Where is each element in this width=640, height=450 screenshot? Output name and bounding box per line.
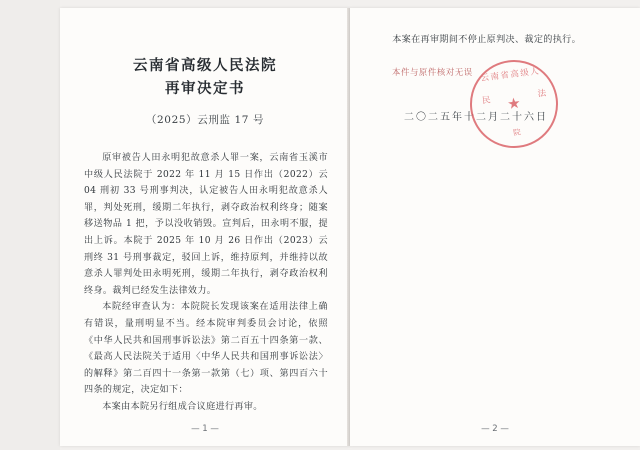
paragraph-reasoning: 本院经审查认为：本院院长发现该案在适用法律上确有错误，量刑明显不当。经本院审判委员会讨论，依照《中华人民共和国刑事诉讼法》第二百五十四条第一款、《最高人民法院关于适用〈中华人民共和国刑事诉讼法〉的解释》第二百四十一条第一款第（七）项、第四百六十四条的规定，决定如下： [84,302,328,396]
document-body-left [84,150,328,416]
execution-notice: 本案在再审期间不停止原判决、裁定的执行。 [392,35,582,45]
seal-top-text: 云南省高级人 [480,66,541,84]
issue-date: 二〇二五年十二月二十六日 [404,112,548,123]
seal-bottom-text: 院 [512,127,523,138]
court-name: 云南省高级人民法院 [133,57,277,74]
copy-verification-note: 本件与原件核对无误 [392,67,473,77]
viewer-background-left [0,0,60,450]
paragraph-facts: 原审被告人田永明犯故意杀人罪一案，云南省玉溪市中级人民法院于 2022 年 11 月 15 日作出（2022）云 04 刑初 33 号刑事判决，认定被告人田永明犯故意杀人罪，判处死刑，缓期二年执行，剥夺政治权利终身；随案移送物品 1 把，予以没收销毁。宣判后，田永明不服，提出上诉。本院于 2025 年 10 月 26 日作出（2023）云刑终 31 号刑事裁定，驳回上诉，维持原判，并维持以故意杀人罪判处田永明死刑，缓期二年执行，剥夺政治权利终身。裁判已经发生法律效力。 [84,153,328,296]
page-number-right: — 2 — [481,424,509,434]
paragraph-decision: 本案由本院另行组成合议庭进行再审。 [102,401,263,412]
case-number: （2025）云刑监 17 号 [145,114,265,126]
seal-left-text: 民 [479,94,491,105]
page-number-left: — 1 — [191,424,219,434]
document-title-block [60,55,350,100]
seal-right-text: 法 [535,88,547,98]
seal-star-icon: ★ [506,93,522,114]
document-kind: 再审决定书 [165,79,245,97]
